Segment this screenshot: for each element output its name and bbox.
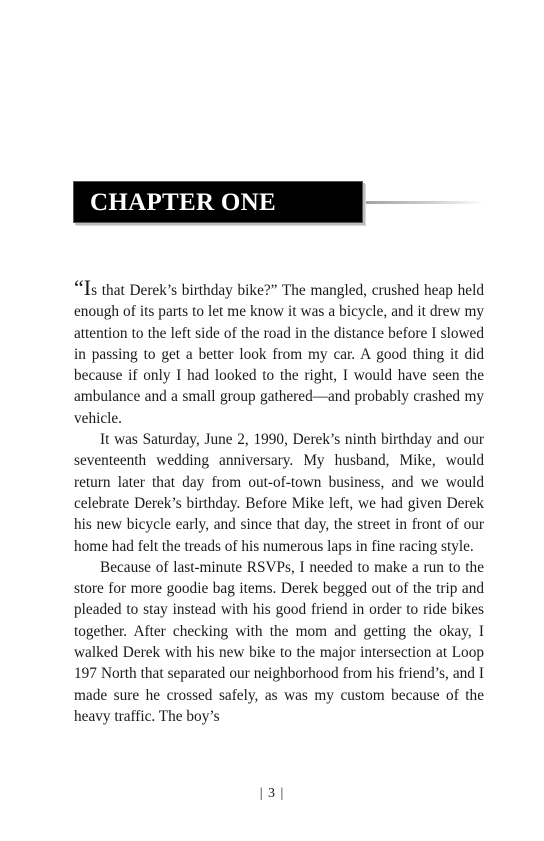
- chapter-title: CHAPTER ONE: [90, 189, 276, 216]
- page-number: | 3 |: [259, 786, 285, 801]
- chapter-title-box: [73, 181, 363, 223]
- paragraph: Because of last-minute RSVPs, I needed to make a run to the store for more goodie bag items. Derek begged out of the trip and pleaded to stay instead with his good friend in order to ride bikes together. After checking with the mom and getting the okay, I walked Derek with his new bike to the major intersection at Loop 197 North that separated our neighborhood from his friend’s, and I made sure he crossed safely, as was my custom because of the heavy traffic. The boy’s: [74, 558, 484, 725]
- opening-text: s that Derek’s birthday bike?” The mangled, crushed heap held enough of its parts to let me know it was a bicycle, and it drew my attention to the left side of the road in the distance before I slowed in passing to get a better look from my car. A good thing it did because if only I had looked to the right, I would have seen the ambulance and a small group gathered—and probably crashed my vehicle.: [74, 282, 484, 427]
- chapter-header: [73, 181, 485, 225]
- paragraph-opening: [74, 275, 484, 429]
- chapter-rule: [353, 201, 485, 204]
- opening-initial-letter: I: [83, 275, 92, 300]
- body-text: [74, 275, 484, 727]
- opening-quote-mark: “: [74, 275, 84, 300]
- paragraph: It was Saturday, June 2, 1990, Derek’s ninth birthday and our seventeenth wedding anniversary. My husband, Mike, would return later that day from out-of-town business, and we would celebrate Derek’s birthday. Before Mike left, we had given Derek his new bicycle early, and since that day, the street in front of our home had felt the treads of his numerous laps in fine racing style.: [74, 431, 484, 555]
